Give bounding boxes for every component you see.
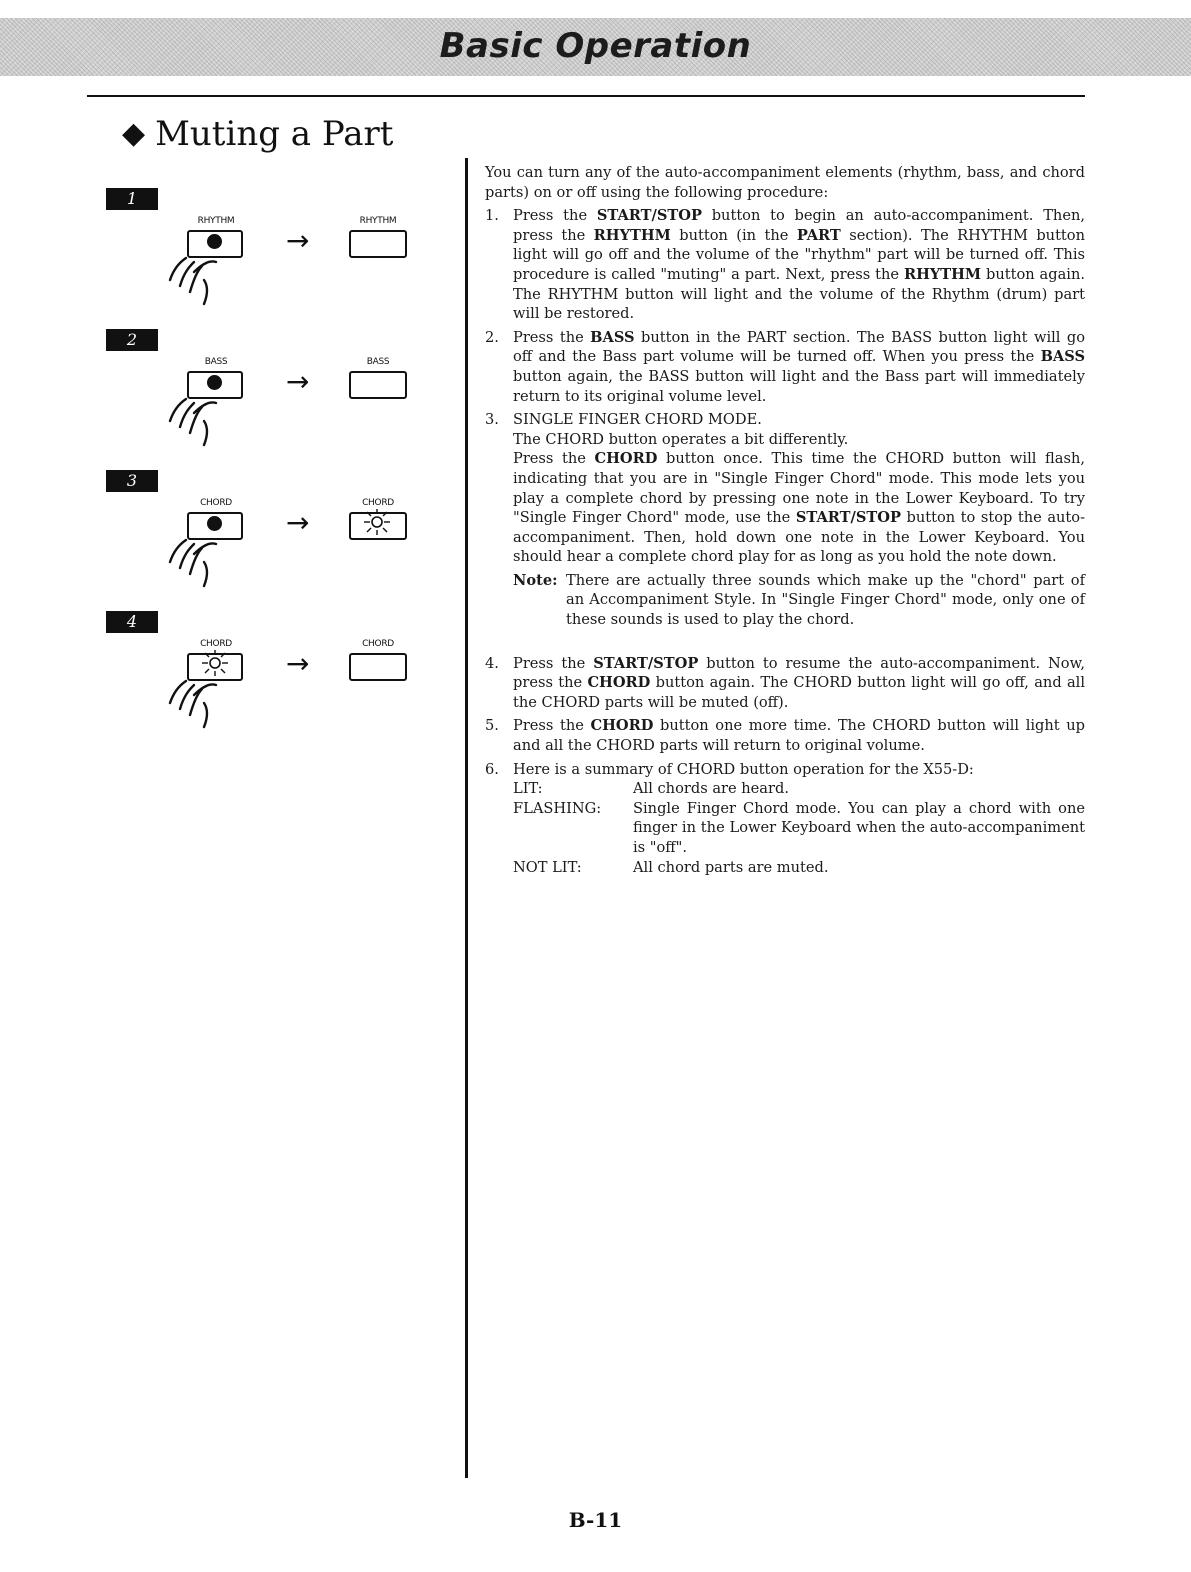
- panel-button-result: [349, 230, 407, 258]
- step-index: 1.: [485, 207, 499, 225]
- left-button-label: CHORD: [200, 639, 232, 649]
- summary-state: LIT:: [513, 780, 543, 798]
- text-run: button again. The CHORD button light will go off, and all the CHORD parts will be muted (off).: [513, 674, 1085, 711]
- step-paragraph: [513, 760, 1085, 780]
- summary-description: All chord parts are muted.: [633, 858, 829, 876]
- summary-row: [513, 799, 1085, 858]
- bold-keyword: CHORD: [590, 717, 654, 735]
- panel-button-result: [349, 512, 407, 540]
- section-title: [122, 114, 393, 154]
- page-number: B-11: [568, 1508, 623, 1532]
- instruction-step-5: [485, 716, 1085, 755]
- instruction-step-1: [485, 206, 1085, 324]
- section-title-text: Muting a Part: [155, 114, 394, 154]
- bold-keyword: RHYTHM: [593, 226, 671, 244]
- summary-row: [513, 858, 1085, 878]
- step-paragraph: [513, 206, 1085, 324]
- bold-keyword: RHYTHM: [903, 265, 982, 283]
- bold-keyword: CHORD: [587, 674, 651, 692]
- step-index: 6.: [485, 760, 499, 778]
- text-run: button again, the BASS button will light and the Bass part will immediately return to its original volume level.: [513, 367, 1085, 405]
- flashing-light-icon: [362, 508, 392, 540]
- right-button-label: RHYTHM: [359, 216, 397, 226]
- column-divider: [465, 158, 468, 1478]
- step-line: [513, 410, 1085, 430]
- instruction-step-4: [485, 654, 1085, 713]
- right-button-label: BASS: [366, 357, 390, 367]
- text-run: button to stop the auto-accompaniment. Then, hold down one note in the Lower Keyboard. You should hear a complete chord play for as long as you hold the note down.: [513, 509, 1085, 566]
- text-run: button (in the: [670, 226, 797, 244]
- panel-button-result: [349, 653, 407, 681]
- step-1: [106, 188, 446, 318]
- text-run: Here is a summary of CHORD button operation for the X55-D:: [513, 760, 974, 778]
- right-arrow-icon: →: [286, 224, 310, 257]
- text-run: button once. This time the CHORD button will flash, indicating that you are in "Single Finger Chord" mode. This mode lets you play a complete chord by pressing one note in the Lower Keyboard. To try "Single Finger Chord" mode, use the: [513, 450, 1085, 527]
- instruction-list: [485, 206, 1085, 877]
- text-run: button in the PART section. The BASS button light will go off and the Bass part volume will be turned off. When you press the: [513, 328, 1086, 366]
- text-run: Press the: [513, 717, 591, 735]
- note-label: Note:: [513, 571, 558, 589]
- step-index: 4.: [485, 654, 499, 672]
- bold-keyword: BASS: [1040, 348, 1085, 366]
- step-4: [106, 611, 446, 741]
- text-run: section). The RHYTHM button light will go off and the volume of the "rhythm" part will be turned off. This procedure is called "muting" a part. Next, press the: [513, 226, 1085, 283]
- bold-keyword: START/STOP: [795, 509, 901, 527]
- note-block: [513, 571, 1085, 630]
- right-arrow-icon: →: [286, 506, 310, 539]
- step-line: [513, 430, 1085, 450]
- header-rule: [87, 95, 1085, 97]
- text-run: Press the: [513, 207, 597, 225]
- note-text: There are actually three sounds which make up the "chord" part of an Accompaniment Style. In "Single Finger Chord" mode, only one of these sounds is used to play the chord.: [566, 571, 1085, 629]
- left-button-label: BASS: [204, 357, 228, 367]
- summary-description: All chords are heard.: [633, 780, 789, 798]
- diamond-bullet-icon: ◆: [122, 116, 146, 151]
- text-run: SINGLE FINGER CHORD MODE.: [513, 411, 762, 429]
- instruction-step-6: [485, 760, 1085, 878]
- step-paragraph: [513, 716, 1085, 755]
- intro-paragraph: You can turn any of the auto-accompaniment elements (rhythm, bass, and chord parts) on or off using the following procedure:: [485, 164, 1085, 201]
- text-run: The CHORD button operates a bit differently.: [513, 430, 849, 448]
- summary-state: NOT LIT:: [513, 858, 582, 876]
- pressing-hand-icon: [164, 387, 230, 451]
- summary-row: [513, 779, 1085, 799]
- step-index: 2.: [485, 328, 499, 346]
- pressing-hand-icon: [164, 669, 230, 733]
- left-button-label: CHORD: [200, 498, 232, 508]
- step-index: 5.: [485, 717, 499, 735]
- step-paragraph: [513, 328, 1085, 406]
- bold-keyword: START/STOP: [593, 654, 699, 672]
- instructions-text: [485, 163, 1085, 877]
- step-number-badge: 4: [106, 611, 158, 633]
- panel-button-result: [349, 371, 407, 399]
- step-line: [513, 449, 1085, 567]
- instruction-step-2: [485, 328, 1085, 406]
- bold-keyword: START/STOP: [596, 207, 702, 225]
- step-number-badge: 1: [106, 188, 158, 210]
- right-arrow-icon: →: [286, 365, 310, 398]
- right-button-label: CHORD: [362, 639, 394, 649]
- step-number-badge: 2: [106, 329, 158, 351]
- bold-keyword: BASS: [590, 328, 635, 346]
- text-run: button again. The RHYTHM button will light and the volume of the Rhythm (drum) part will be restored.: [513, 265, 1085, 323]
- left-button-label: RHYTHM: [197, 216, 235, 226]
- text-run: Press the: [513, 328, 591, 346]
- step-2: [106, 329, 446, 459]
- pressing-hand-icon: [164, 246, 230, 310]
- summary-state: FLASHING:: [513, 799, 602, 817]
- page-header-title: Basic Operation: [439, 26, 752, 66]
- bold-keyword: CHORD: [594, 450, 658, 468]
- text-run: button to begin an auto-accompaniment. Then, press the: [513, 207, 1085, 244]
- bold-keyword: PART: [796, 226, 841, 244]
- step-index: 3.: [485, 411, 499, 429]
- instruction-step-3: [485, 410, 1085, 630]
- step-number-badge: 3: [106, 470, 158, 492]
- step-3: [106, 470, 446, 600]
- text-run: Press the: [513, 654, 594, 672]
- right-arrow-icon: →: [286, 647, 310, 680]
- summary-description: Single Finger Chord mode. You can play a chord with one finger in the Lower Keyboard when the auto-accompaniment is "off".: [633, 799, 1085, 856]
- text-run: button to resume the auto-accompaniment. Now, press the: [513, 654, 1085, 692]
- pressing-hand-icon: [164, 528, 230, 592]
- text-run: button one more time. The CHORD button will light up and all the CHORD parts will return to original volume.: [513, 717, 1085, 755]
- step-paragraph: [513, 654, 1085, 713]
- right-button-label: CHORD: [362, 498, 394, 508]
- text-run: Press the: [513, 450, 595, 468]
